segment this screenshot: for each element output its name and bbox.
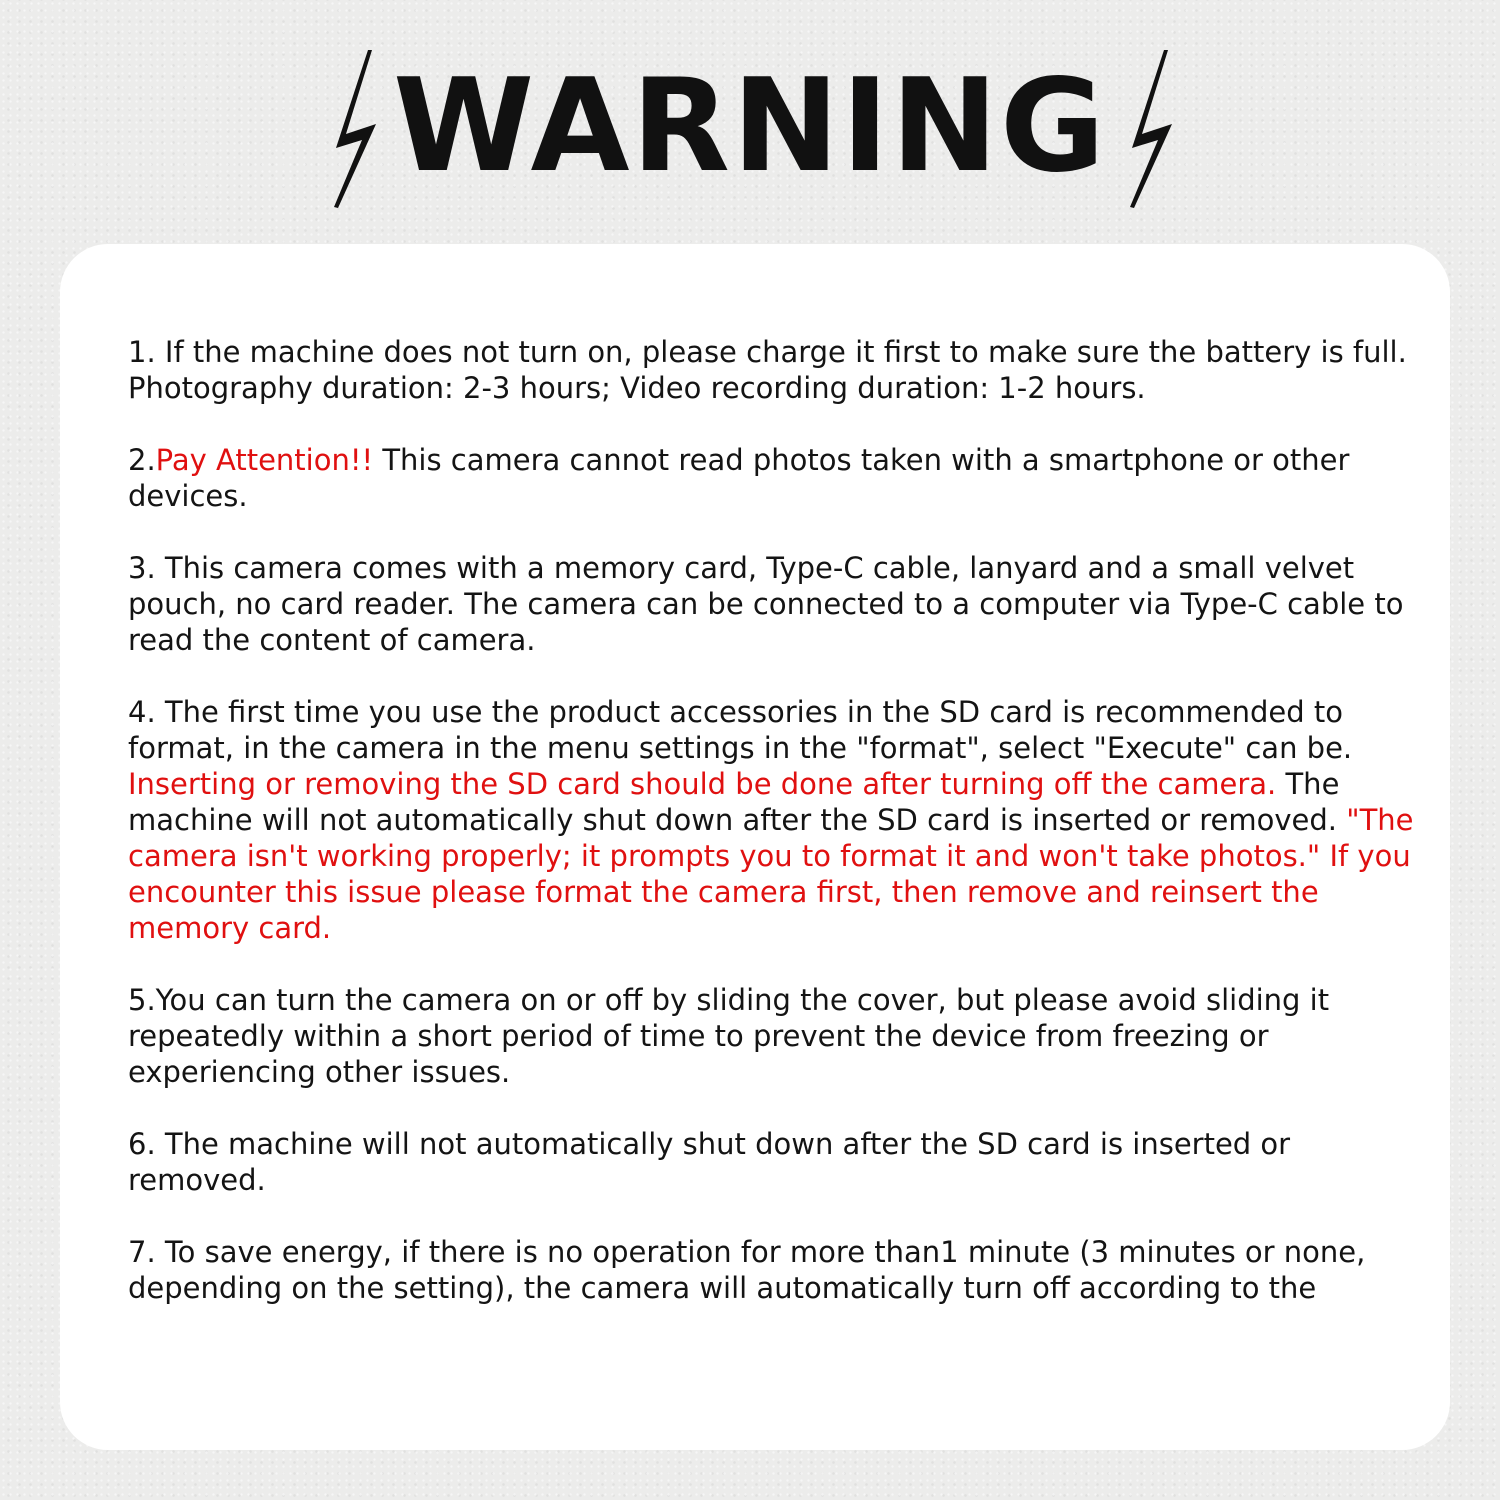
instruction-item-3	[128, 550, 1428, 658]
instruction-item-2	[128, 442, 1428, 514]
instruction-item-1	[128, 334, 1428, 406]
lightning-bolt-icon	[1128, 48, 1176, 210]
instruction-text: 1. If the machine does not turn on, please charge it first to make sure the battery is full. Photography duration: 2-3 hours; Video recording duration: 1-2 hours.	[128, 335, 1407, 405]
instruction-text: The machine will not automatically shut down after the SD card is inserted or removed.	[128, 767, 1347, 837]
warning-title: WARNING	[393, 52, 1107, 201]
instruction-item-6	[128, 1126, 1428, 1198]
instruction-text: 4. The first time you use the product accessories in the SD card is recommended to format, in the camera in the menu settings in the "format", select "Execute" can be.	[128, 695, 1353, 765]
instruction-text: 2.	[128, 443, 156, 477]
instruction-text: 7. To save energy, if there is no operation for more than1 minute (3 minutes or none, depending on the setting), the camera will automatically turn off according to the	[128, 1235, 1366, 1305]
instruction-text: 5.You can turn the camera on or off by sliding the cover, but please avoid sliding it repeatedly within a short period of time to prevent the device from freezing or experiencing other issues.	[128, 983, 1330, 1089]
instructions-list	[128, 334, 1428, 1342]
instructions-card	[60, 244, 1450, 1450]
instruction-text: 6. The machine will not automatically shut down after the SD card is inserted or removed.	[128, 1127, 1291, 1197]
instruction-text: This camera cannot read photos taken with a smartphone or other devices.	[128, 443, 1350, 513]
instruction-item-4	[128, 694, 1428, 946]
instruction-item-5	[128, 982, 1428, 1090]
format-issue-highlight: "The camera isn't working properly; it prompts you to format it and won't take photos." If you encounter this issue please format the camera first, then remove and reinsert the memory card.	[128, 803, 1414, 945]
sd-card-warning-highlight: Inserting or removing the SD card should be done after turning off the camera.	[128, 767, 1277, 801]
instruction-text: 3. This camera comes with a memory card, Type-C cable, lanyard and a small velvet pouch, no card reader. The camera can be connected to a computer via Type-C cable to read the content of camera.	[128, 551, 1404, 657]
warning-header	[0, 40, 1500, 220]
lightning-bolt-icon	[332, 48, 380, 210]
attention-highlight: Pay Attention!!	[155, 443, 374, 477]
instruction-item-7	[128, 1234, 1428, 1306]
